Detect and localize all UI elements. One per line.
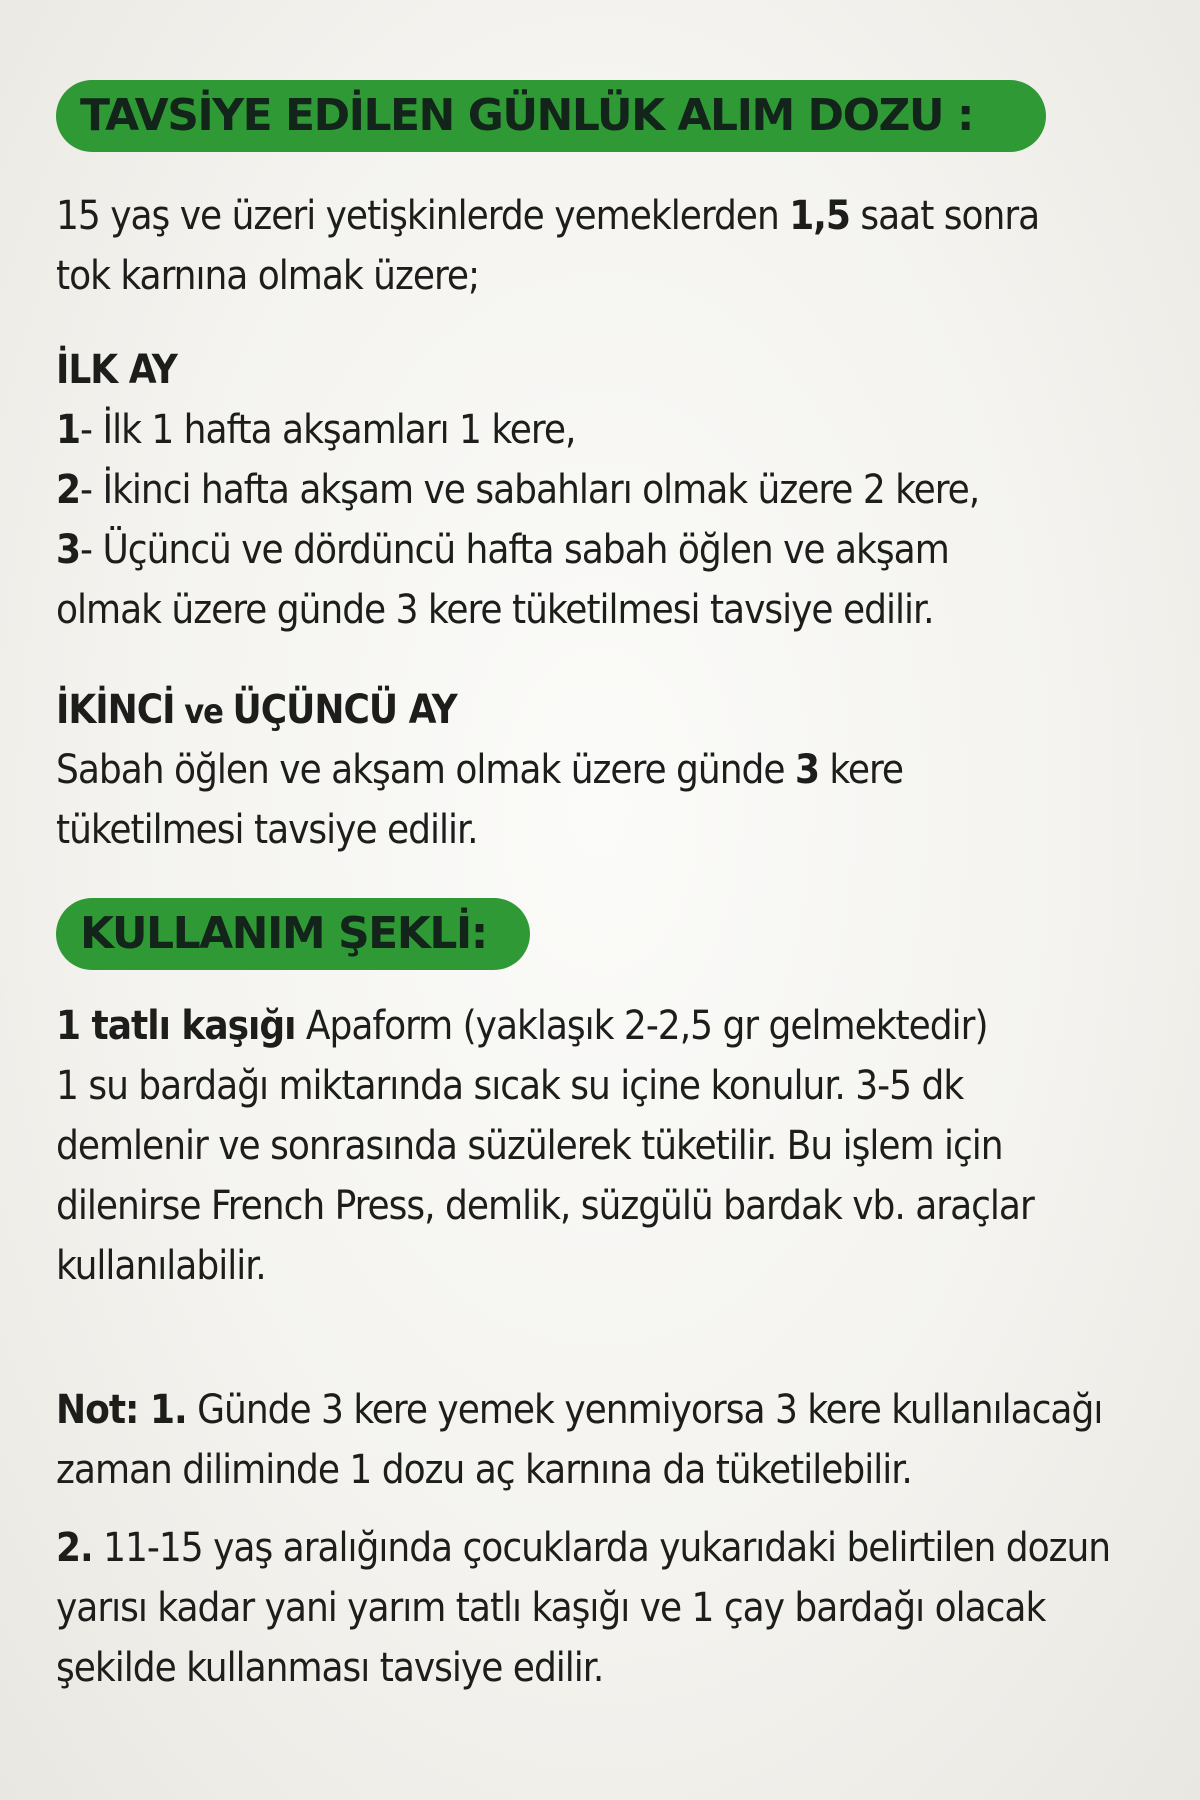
usage-line-2: 1 su bardağı miktarında sıcak su içine konulur. 3-5 dk	[56, 1063, 964, 1109]
usage-line-5: kullanılabilir.	[56, 1243, 266, 1289]
usage-instructions	[56, 996, 1156, 1296]
second-third-month-line-1: Sabah öğlen ve akşam olmak üzere günde 3 kere	[56, 747, 904, 793]
note-2-line-2: yarısı kadar yani yarım tatlı kaşığı ve 1 çay bardağı olacak	[56, 1585, 1046, 1631]
first-month-block	[56, 340, 1156, 640]
dose-intro-line-2: tok karnına olmak üzere;	[56, 253, 480, 299]
first-month-item-2: 2- İkinci hafta akşam ve sabahları olmak üzere 2 kere,	[56, 467, 980, 513]
note-1	[56, 1380, 1156, 1500]
first-month-heading: İLK AY	[56, 347, 177, 393]
note-1-line-2: zaman diliminde 1 dozu aç karnına da tüketilebilir.	[56, 1447, 912, 1493]
usage-line-1: 1 tatlı kaşığı Apaform (yaklaşık 2-2,5 gr gelmektedir)	[56, 1003, 988, 1049]
second-third-month-block	[56, 680, 1156, 860]
first-month-item-3: 3- Üçüncü ve dördüncü hafta sabah öğlen ve akşam	[56, 527, 949, 573]
dose-section-title: TAVSİYE EDİLEN GÜNLÜK ALIM DOZU :	[56, 80, 1046, 152]
first-month-item-1: 1- İlk 1 hafta akşamları 1 kere,	[56, 407, 576, 453]
usage-line-3: demlenir ve sonrasında süzülerek tüketilir. Bu işlem için	[56, 1123, 1003, 1169]
note-2-line-3: şekilde kullanması tavsiye edilir.	[56, 1645, 604, 1691]
note-1-line-1: Not: 1. Günde 3 kere yemek yenmiyorsa 3 kere kullanılacağı	[56, 1387, 1103, 1433]
usage-section-title: KULLANIM ŞEKLİ:	[56, 898, 530, 970]
dose-intro-line-1: 15 yaş ve üzeri yetişkinlerde yemeklerden 1,5 saat sonra	[56, 193, 1040, 239]
note-2	[56, 1518, 1156, 1698]
second-third-month-heading: İKİNCİ ve ÜÇÜNCÜ AY	[56, 687, 457, 733]
note-2-line-1: 2. 11-15 yaş aralığında çocuklarda yukarıdaki belirtilen dozun	[56, 1525, 1111, 1571]
usage-line-4: dilenirse French Press, demlik, süzgülü bardak vb. araçlar	[56, 1183, 1034, 1229]
dose-intro	[56, 186, 1156, 306]
second-third-month-line-2: tüketilmesi tavsiye edilir.	[56, 807, 478, 853]
first-month-item-3-cont: olmak üzere günde 3 kere tüketilmesi tavsiye edilir.	[56, 587, 934, 633]
